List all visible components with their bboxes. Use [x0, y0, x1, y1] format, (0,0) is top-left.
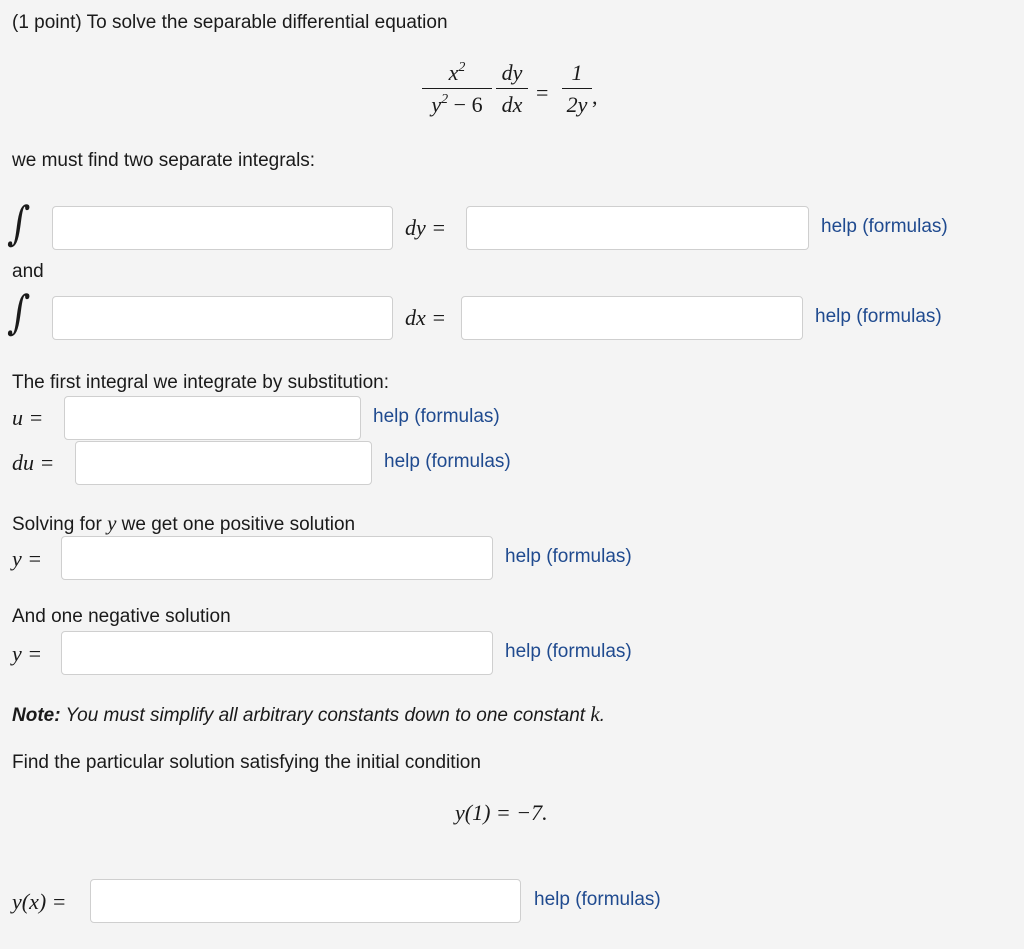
- y-particular-input[interactable]: [90, 879, 521, 923]
- integral-symbol-2: ∫: [6, 285, 32, 339]
- y-positive-input[interactable]: [61, 536, 493, 580]
- negative-solution-intro: And one negative solution: [12, 606, 231, 627]
- help-formulas-link[interactable]: help (formulas): [505, 546, 632, 567]
- and-label: and: [12, 261, 44, 282]
- problem-intro: (1 point) To solve the separable differential equation: [12, 12, 448, 33]
- equals-sign: =: [536, 80, 549, 105]
- y-label: y =: [12, 546, 43, 571]
- dx-equals-label: dx =: [405, 305, 447, 330]
- derivative-fraction: dy dx: [496, 60, 528, 118]
- du-input[interactable]: [75, 441, 372, 485]
- integral-symbol-1: ∫: [6, 196, 32, 250]
- help-formulas-link[interactable]: help (formulas): [534, 889, 661, 910]
- dy-equals-label: dy =: [405, 215, 447, 240]
- integrals-intro: we must find two separate integrals:: [12, 150, 316, 171]
- positive-solution-intro: Solving for y we get one positive solution: [12, 511, 356, 535]
- dy-result-input[interactable]: [466, 206, 809, 250]
- lhs-fraction: $x^2$ $y^2 - 6$: [422, 60, 492, 118]
- help-formulas-link[interactable]: help (formulas): [384, 451, 511, 472]
- u-label: u =: [12, 405, 44, 430]
- rhs-fraction: 1 2y: [562, 60, 592, 118]
- initial-condition: y(1) = −7.: [455, 800, 548, 825]
- note: Note: You must simplify all arbitrary constants down to one constant k.: [12, 702, 605, 726]
- help-formulas-link[interactable]: help (formulas): [815, 306, 942, 327]
- substitution-intro: The first integral we integrate by substitution:: [12, 372, 390, 393]
- integrand-dy-input[interactable]: [52, 206, 393, 250]
- y-label: y =: [12, 641, 43, 666]
- dx-result-input[interactable]: [461, 296, 803, 340]
- integrand-dx-input[interactable]: [52, 296, 393, 340]
- help-formulas-link[interactable]: help (formulas): [821, 216, 948, 237]
- yx-label: y(x) =: [12, 889, 67, 914]
- particular-solution-intro: Find the particular solution satisfying the initial condition: [12, 752, 481, 773]
- equation-comma: ,: [592, 84, 598, 109]
- help-formulas-link[interactable]: help (formulas): [373, 406, 500, 427]
- help-formulas-link[interactable]: help (formulas): [505, 641, 632, 662]
- y-negative-input[interactable]: [61, 631, 493, 675]
- u-input[interactable]: [64, 396, 361, 440]
- du-label: du =: [12, 450, 55, 475]
